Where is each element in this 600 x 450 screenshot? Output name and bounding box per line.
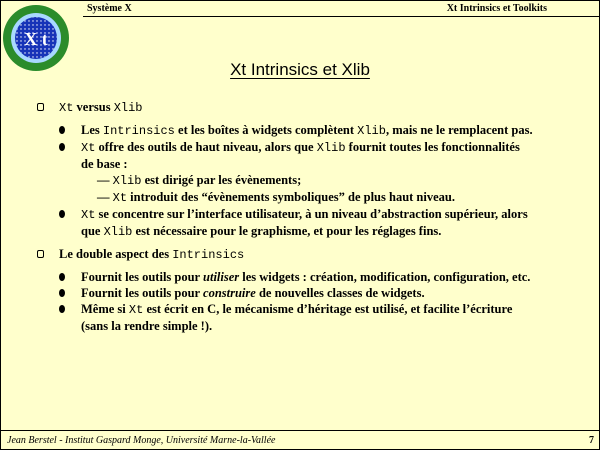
code: Xt: [81, 208, 96, 222]
code: Xlib: [112, 174, 142, 188]
dash-item: [37, 172, 582, 189]
code: Xlib: [316, 141, 346, 155]
round-bullet-icon: [59, 273, 65, 281]
text: Les: [81, 123, 103, 137]
slide-title: [1, 60, 599, 80]
emphasis: utiliser: [203, 270, 240, 284]
code: Intrinsics: [172, 248, 245, 262]
text: (sans la rendre simple !).: [81, 319, 213, 333]
text: de nouvelles classes de widgets.: [255, 286, 425, 300]
text: se concentre sur l’interface utilisateur, à un niveau d’abstraction supérieur, alors: [95, 207, 528, 221]
text: offre des outils de haut niveau, alors que: [95, 140, 317, 154]
round-bullet-icon: [59, 289, 65, 297]
slide-title-text: Xt Intrinsics et Xlib: [230, 60, 370, 79]
round-bullet-icon: [59, 305, 65, 313]
header-left: Système X: [87, 3, 132, 14]
emphasis: construire: [203, 286, 256, 300]
round-bullet-icon: [59, 143, 65, 151]
square-bullet-icon: [37, 103, 44, 111]
sub-bullet: [37, 285, 582, 301]
text: introduit des “évènements symboliques” de plus haut niveau.: [127, 190, 455, 204]
text: Même si: [81, 302, 129, 316]
text: est dirigé par les évènements;: [141, 173, 302, 187]
text: les widgets : création, modification, configuration, etc.: [239, 270, 531, 284]
slide-content: [37, 99, 582, 334]
code: Intrinsics: [102, 124, 175, 138]
header-right: Xt Intrinsics et Toolkits: [446, 3, 547, 14]
sub-bullet: [37, 301, 582, 334]
square-bullet-icon: [37, 250, 44, 258]
dash-item: [37, 189, 582, 206]
bullet-double-aspect: [37, 246, 582, 263]
code: Xt: [112, 191, 128, 205]
text: de base :: [81, 157, 128, 171]
code: Xlib: [357, 124, 386, 138]
header-rule: [83, 16, 599, 17]
text: est écrit en C, le mécanisme d’héritage est utilisé, et facilite l’écriture: [143, 302, 513, 316]
sub-bullet: [37, 139, 582, 172]
text: et les boîtes à widgets complètent: [174, 123, 358, 137]
dash: —: [97, 173, 113, 187]
round-bullet-icon: [59, 210, 65, 218]
dash: —: [97, 190, 113, 204]
code: Xt: [81, 141, 96, 155]
bullet-xt-versus-xlib: [37, 99, 582, 116]
text: que: [81, 224, 104, 238]
footer-author: Jean Berstel - Institut Gaspard Monge, Université Marne-la-Vallée: [7, 435, 276, 446]
sub-bullet: [37, 269, 582, 285]
text: Fournit les outils pour: [81, 270, 204, 284]
sub-bullet: [37, 206, 582, 240]
text: fournit toutes les fonctionnalités: [345, 140, 520, 154]
code: Xlib: [103, 225, 133, 239]
code-xt: Xt: [59, 101, 74, 115]
sub-bullet: [37, 122, 582, 139]
text: Le double aspect des: [59, 247, 173, 261]
text: versus: [73, 100, 114, 114]
text: est nécessaire pour le graphisme, et pour les réglages fins.: [132, 224, 442, 238]
logo-text: X t: [24, 29, 48, 49]
footer-rule: [1, 430, 599, 431]
page-number: 7: [589, 435, 594, 446]
text: , mais ne le remplacent pas.: [385, 123, 533, 137]
code-xlib: Xlib: [113, 101, 143, 115]
code: Xt: [128, 303, 144, 317]
text: Fournit les outils pour: [81, 286, 204, 300]
round-bullet-icon: [59, 126, 65, 134]
